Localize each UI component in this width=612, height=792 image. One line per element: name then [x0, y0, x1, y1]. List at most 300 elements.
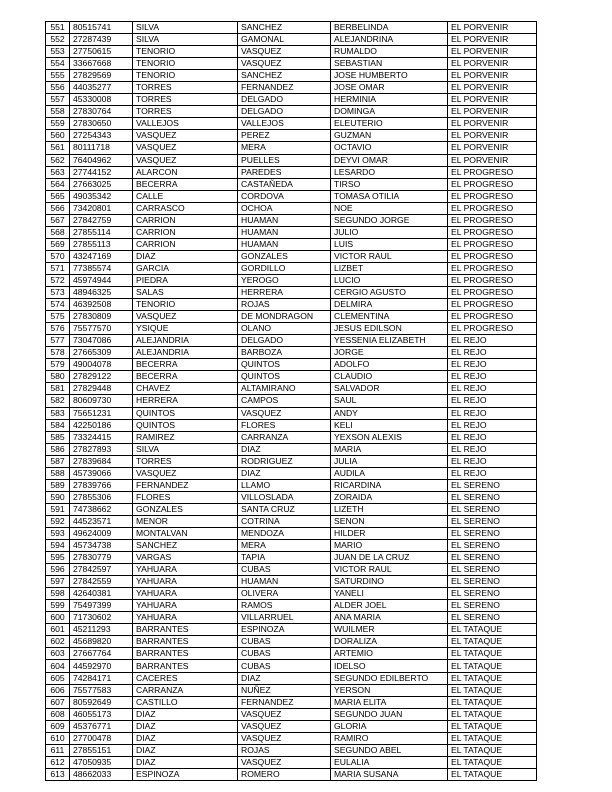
- first-surname-cell: CALLE: [133, 190, 238, 202]
- first-surname-cell: CASTILLO: [133, 696, 238, 708]
- row-number-cell: 605: [46, 672, 70, 684]
- given-names-cell: LUCIO: [331, 274, 448, 286]
- given-names-cell: JORGE: [331, 347, 448, 359]
- given-names-cell: TIRSO: [331, 178, 448, 190]
- locality-cell: EL SERENO: [448, 552, 537, 564]
- row-number-cell: 604: [46, 660, 70, 672]
- first-surname-cell: ALARCON: [133, 166, 238, 178]
- registry-table: [45, 21, 537, 781]
- locality-cell: EL TATAQUE: [448, 636, 537, 648]
- dni-cell: 44592970: [70, 660, 133, 672]
- table-row: [46, 576, 537, 588]
- dni-cell: 27830809: [70, 311, 133, 323]
- second-surname-cell: VASQUEZ: [238, 732, 331, 744]
- given-names-cell: JOSE HUMBERTO: [331, 70, 448, 82]
- table-row: [46, 552, 537, 564]
- first-surname-cell: YSIQUE: [133, 323, 238, 335]
- second-surname-cell: ALTAMIRANO: [238, 383, 331, 395]
- row-number-cell: 562: [46, 154, 70, 166]
- second-surname-cell: GAMONAL: [238, 34, 331, 46]
- dni-cell: 80515741: [70, 22, 133, 34]
- first-surname-cell: SILVA: [133, 34, 238, 46]
- row-number-cell: 610: [46, 732, 70, 744]
- first-surname-cell: SALAS: [133, 287, 238, 299]
- second-surname-cell: CUBAS: [238, 564, 331, 576]
- given-names-cell: SEGUNDO JORGE: [331, 214, 448, 226]
- locality-cell: EL REJO: [448, 431, 537, 443]
- first-surname-cell: TENORIO: [133, 58, 238, 70]
- first-surname-cell: CACERES: [133, 672, 238, 684]
- locality-cell: EL REJO: [448, 455, 537, 467]
- row-number-cell: 567: [46, 214, 70, 226]
- dni-cell: 73047086: [70, 335, 133, 347]
- row-number-cell: 597: [46, 576, 70, 588]
- row-number-cell: 579: [46, 359, 70, 371]
- table-row: [46, 419, 537, 431]
- locality-cell: EL PROGRESO: [448, 323, 537, 335]
- second-surname-cell: DIAZ: [238, 467, 331, 479]
- first-surname-cell: RAMIREZ: [133, 431, 238, 443]
- row-number-cell: 563: [46, 166, 70, 178]
- locality-cell: EL PORVENIR: [448, 70, 537, 82]
- table-row: [46, 130, 537, 142]
- given-names-cell: MARIA ELITA: [331, 696, 448, 708]
- second-surname-cell: CUBAS: [238, 660, 331, 672]
- first-surname-cell: VASQUEZ: [133, 154, 238, 166]
- given-names-cell: LESARDO: [331, 166, 448, 178]
- first-surname-cell: BECERRA: [133, 359, 238, 371]
- second-surname-cell: HUAMAN: [238, 576, 331, 588]
- given-names-cell: NOE: [331, 202, 448, 214]
- row-number-cell: 572: [46, 274, 70, 286]
- locality-cell: EL PROGRESO: [448, 178, 537, 190]
- dni-cell: 45739066: [70, 467, 133, 479]
- row-number-cell: 600: [46, 612, 70, 624]
- dni-cell: 27750615: [70, 46, 133, 58]
- given-names-cell: AUDILA: [331, 467, 448, 479]
- first-surname-cell: BARRANTES: [133, 648, 238, 660]
- first-surname-cell: GONZALES: [133, 503, 238, 515]
- locality-cell: EL PROGRESO: [448, 238, 537, 250]
- given-names-cell: YEXSON ALEXIS: [331, 431, 448, 443]
- second-surname-cell: DELGADO: [238, 106, 331, 118]
- locality-cell: EL PROGRESO: [448, 226, 537, 238]
- locality-cell: EL TATAQUE: [448, 756, 537, 768]
- given-names-cell: LUIS: [331, 238, 448, 250]
- dni-cell: 46055173: [70, 708, 133, 720]
- dni-cell: 45689820: [70, 636, 133, 648]
- first-surname-cell: YAHUARA: [133, 588, 238, 600]
- locality-cell: EL REJO: [448, 443, 537, 455]
- locality-cell: EL TATAQUE: [448, 684, 537, 696]
- row-number-cell: 583: [46, 407, 70, 419]
- table-row: [46, 624, 537, 636]
- dni-cell: 33667668: [70, 58, 133, 70]
- second-surname-cell: RAMOS: [238, 600, 331, 612]
- table-row: [46, 720, 537, 732]
- row-number-cell: 595: [46, 552, 70, 564]
- first-surname-cell: ALEJANDRIA: [133, 347, 238, 359]
- row-number-cell: 568: [46, 226, 70, 238]
- table-row: [46, 564, 537, 576]
- first-surname-cell: CARRION: [133, 226, 238, 238]
- dni-cell: 27744152: [70, 166, 133, 178]
- table-row: [46, 299, 537, 311]
- first-surname-cell: FLORES: [133, 491, 238, 503]
- row-number-cell: 602: [46, 636, 70, 648]
- dni-cell: 27839684: [70, 455, 133, 467]
- table-row: [46, 732, 537, 744]
- table-row: [46, 672, 537, 684]
- first-surname-cell: DIAZ: [133, 744, 238, 756]
- locality-cell: EL PORVENIR: [448, 58, 537, 70]
- first-surname-cell: VASQUEZ: [133, 130, 238, 142]
- second-surname-cell: VASQUEZ: [238, 720, 331, 732]
- locality-cell: EL PORVENIR: [448, 154, 537, 166]
- given-names-cell: CERGIO AGUSTO: [331, 287, 448, 299]
- second-surname-cell: YEROGO: [238, 274, 331, 286]
- second-surname-cell: VILLARRUEL: [238, 612, 331, 624]
- given-names-cell: SEBASTIAN: [331, 58, 448, 70]
- given-names-cell: CLAUDIO: [331, 371, 448, 383]
- second-surname-cell: RODRIGUEZ: [238, 455, 331, 467]
- row-number-cell: 554: [46, 58, 70, 70]
- table-row: [46, 190, 537, 202]
- second-surname-cell: CUBAS: [238, 636, 331, 648]
- locality-cell: EL PORVENIR: [448, 46, 537, 58]
- row-number-cell: 603: [46, 648, 70, 660]
- locality-cell: EL TATAQUE: [448, 648, 537, 660]
- locality-cell: EL TATAQUE: [448, 696, 537, 708]
- locality-cell: EL SERENO: [448, 479, 537, 491]
- row-number-cell: 566: [46, 202, 70, 214]
- given-names-cell: WUILMER: [331, 624, 448, 636]
- locality-cell: EL REJO: [448, 347, 537, 359]
- table-row: [46, 311, 537, 323]
- table-row: [46, 503, 537, 515]
- dni-cell: 45734738: [70, 540, 133, 552]
- first-surname-cell: GARCIA: [133, 262, 238, 274]
- table-row: [46, 347, 537, 359]
- first-surname-cell: BECERRA: [133, 178, 238, 190]
- second-surname-cell: CARRANZA: [238, 431, 331, 443]
- row-number-cell: 592: [46, 515, 70, 527]
- second-surname-cell: DELGADO: [238, 94, 331, 106]
- row-number-cell: 609: [46, 720, 70, 732]
- table-row: [46, 274, 537, 286]
- locality-cell: EL PROGRESO: [448, 274, 537, 286]
- table-row: [46, 262, 537, 274]
- row-number-cell: 601: [46, 624, 70, 636]
- first-surname-cell: QUINTOS: [133, 407, 238, 419]
- dni-cell: 49004078: [70, 359, 133, 371]
- locality-cell: EL PORVENIR: [448, 142, 537, 154]
- given-names-cell: SENON: [331, 515, 448, 527]
- first-surname-cell: TORRES: [133, 94, 238, 106]
- table-row: [46, 600, 537, 612]
- given-names-cell: JESUS EDILSON: [331, 323, 448, 335]
- second-surname-cell: TAPIA: [238, 552, 331, 564]
- dni-cell: 49624009: [70, 527, 133, 539]
- second-surname-cell: QUINTOS: [238, 359, 331, 371]
- dni-cell: 74284171: [70, 672, 133, 684]
- dni-cell: 27842559: [70, 576, 133, 588]
- given-names-cell: SALVADOR: [331, 383, 448, 395]
- second-surname-cell: CAMPOS: [238, 395, 331, 407]
- first-surname-cell: MONTALVAN: [133, 527, 238, 539]
- locality-cell: EL PORVENIR: [448, 130, 537, 142]
- locality-cell: EL REJO: [448, 359, 537, 371]
- row-number-cell: 570: [46, 250, 70, 262]
- given-names-cell: DOMINGA: [331, 106, 448, 118]
- dni-cell: 27663025: [70, 178, 133, 190]
- locality-cell: EL PORVENIR: [448, 94, 537, 106]
- table-row: [46, 178, 537, 190]
- table-row: [46, 238, 537, 250]
- given-names-cell: YANELI: [331, 588, 448, 600]
- row-number-cell: 588: [46, 467, 70, 479]
- table-row: [46, 34, 537, 46]
- dni-cell: 44523571: [70, 515, 133, 527]
- first-surname-cell: DIAZ: [133, 756, 238, 768]
- table-row: [46, 46, 537, 58]
- dni-cell: 46392508: [70, 299, 133, 311]
- row-number-cell: 569: [46, 238, 70, 250]
- dni-cell: 43247169: [70, 250, 133, 262]
- table-row: [46, 58, 537, 70]
- row-number-cell: 587: [46, 455, 70, 467]
- first-surname-cell: DIAZ: [133, 720, 238, 732]
- first-surname-cell: CARRANZA: [133, 684, 238, 696]
- locality-cell: EL REJO: [448, 467, 537, 479]
- dni-cell: 27830779: [70, 552, 133, 564]
- table-row: [46, 22, 537, 34]
- locality-cell: EL REJO: [448, 395, 537, 407]
- table-row: [46, 636, 537, 648]
- first-surname-cell: TORRES: [133, 82, 238, 94]
- table-row: [46, 455, 537, 467]
- dni-cell: 77385574: [70, 262, 133, 274]
- locality-cell: EL REJO: [448, 335, 537, 347]
- second-surname-cell: LLAMO: [238, 479, 331, 491]
- dni-cell: 42640381: [70, 588, 133, 600]
- first-surname-cell: FERNANDEZ: [133, 479, 238, 491]
- locality-cell: EL REJO: [448, 419, 537, 431]
- table-row: [46, 82, 537, 94]
- second-surname-cell: ROJAS: [238, 299, 331, 311]
- dni-cell: 27700478: [70, 732, 133, 744]
- second-surname-cell: PEREZ: [238, 130, 331, 142]
- table-row: [46, 154, 537, 166]
- given-names-cell: ARTEMIO: [331, 648, 448, 660]
- given-names-cell: JULIA: [331, 455, 448, 467]
- dni-cell: 47050935: [70, 756, 133, 768]
- locality-cell: EL PROGRESO: [448, 287, 537, 299]
- table-row: [46, 323, 537, 335]
- given-names-cell: ELEUTERIO: [331, 118, 448, 130]
- locality-cell: EL PORVENIR: [448, 118, 537, 130]
- locality-cell: EL PROGRESO: [448, 262, 537, 274]
- first-surname-cell: BARRANTES: [133, 660, 238, 672]
- row-number-cell: 557: [46, 94, 70, 106]
- first-surname-cell: CARRASCO: [133, 202, 238, 214]
- dni-cell: 42250186: [70, 419, 133, 431]
- second-surname-cell: OLANO: [238, 323, 331, 335]
- table-row: [46, 383, 537, 395]
- table-row: [46, 648, 537, 660]
- second-surname-cell: CUBAS: [238, 648, 331, 660]
- table-row: [46, 443, 537, 455]
- table-row: [46, 94, 537, 106]
- locality-cell: EL SERENO: [448, 600, 537, 612]
- dni-cell: 73420801: [70, 202, 133, 214]
- given-names-cell: DEYVI OMAR: [331, 154, 448, 166]
- first-surname-cell: VASQUEZ: [133, 311, 238, 323]
- table-row: [46, 250, 537, 262]
- second-surname-cell: PUELLES: [238, 154, 331, 166]
- row-number-cell: 552: [46, 34, 70, 46]
- given-names-cell: SATURDINO: [331, 576, 448, 588]
- dni-cell: 27287439: [70, 34, 133, 46]
- given-names-cell: MARIA: [331, 443, 448, 455]
- row-number-cell: 580: [46, 371, 70, 383]
- row-number-cell: 606: [46, 684, 70, 696]
- dni-cell: 75577570: [70, 323, 133, 335]
- row-number-cell: 582: [46, 395, 70, 407]
- second-surname-cell: ROMERO: [238, 768, 331, 780]
- given-names-cell: DORALIZA: [331, 636, 448, 648]
- dni-cell: 27855114: [70, 226, 133, 238]
- first-surname-cell: ESPINOZA: [133, 768, 238, 780]
- table-row: [46, 70, 537, 82]
- given-names-cell: MARIO: [331, 540, 448, 552]
- row-number-cell: 578: [46, 347, 70, 359]
- given-names-cell: ANDY: [331, 407, 448, 419]
- given-names-cell: RUMALDO: [331, 46, 448, 58]
- first-surname-cell: TORRES: [133, 106, 238, 118]
- locality-cell: EL TATAQUE: [448, 672, 537, 684]
- given-names-cell: JULIO: [331, 226, 448, 238]
- given-names-cell: YERSON: [331, 684, 448, 696]
- given-names-cell: GLORIA: [331, 720, 448, 732]
- table-row: [46, 407, 537, 419]
- first-surname-cell: BECERRA: [133, 371, 238, 383]
- table-row: [46, 359, 537, 371]
- dni-cell: 27855306: [70, 491, 133, 503]
- table-row: [46, 371, 537, 383]
- row-number-cell: 594: [46, 540, 70, 552]
- second-surname-cell: SANCHEZ: [238, 70, 331, 82]
- given-names-cell: HERMINIA: [331, 94, 448, 106]
- locality-cell: EL TATAQUE: [448, 732, 537, 744]
- given-names-cell: ZORAIDA: [331, 491, 448, 503]
- dni-cell: 49035342: [70, 190, 133, 202]
- row-number-cell: 612: [46, 756, 70, 768]
- locality-cell: EL PROGRESO: [448, 166, 537, 178]
- table-row: [46, 756, 537, 768]
- locality-cell: EL TATAQUE: [448, 744, 537, 756]
- given-names-cell: ANA MARIA: [331, 612, 448, 624]
- second-surname-cell: HERRERA: [238, 287, 331, 299]
- given-names-cell: LIZBET: [331, 262, 448, 274]
- row-number-cell: 593: [46, 527, 70, 539]
- second-surname-cell: DIAZ: [238, 443, 331, 455]
- table-row: [46, 467, 537, 479]
- dni-cell: 27842759: [70, 214, 133, 226]
- second-surname-cell: COTRINA: [238, 515, 331, 527]
- row-number-cell: 558: [46, 106, 70, 118]
- second-surname-cell: VASQUEZ: [238, 756, 331, 768]
- table-row: [46, 142, 537, 154]
- locality-cell: EL SERENO: [448, 564, 537, 576]
- table-row: [46, 166, 537, 178]
- row-number-cell: 581: [46, 383, 70, 395]
- row-number-cell: 607: [46, 696, 70, 708]
- row-number-cell: 586: [46, 443, 70, 455]
- table-row: [46, 106, 537, 118]
- row-number-cell: 573: [46, 287, 70, 299]
- locality-cell: EL REJO: [448, 383, 537, 395]
- table-row: [46, 287, 537, 299]
- given-names-cell: KELI: [331, 419, 448, 431]
- second-surname-cell: HUAMAN: [238, 238, 331, 250]
- first-surname-cell: VASQUEZ: [133, 467, 238, 479]
- first-surname-cell: SILVA: [133, 22, 238, 34]
- locality-cell: EL SERENO: [448, 491, 537, 503]
- row-number-cell: 584: [46, 419, 70, 431]
- row-number-cell: 556: [46, 82, 70, 94]
- row-number-cell: 553: [46, 46, 70, 58]
- locality-cell: EL PROGRESO: [448, 250, 537, 262]
- dni-cell: 75497399: [70, 600, 133, 612]
- table-row: [46, 588, 537, 600]
- table-row: [46, 515, 537, 527]
- first-surname-cell: VALLEJOS: [133, 118, 238, 130]
- second-surname-cell: GORDILLO: [238, 262, 331, 274]
- table-row: [46, 395, 537, 407]
- dni-cell: 27855151: [70, 744, 133, 756]
- second-surname-cell: MERA: [238, 540, 331, 552]
- second-surname-cell: MERA: [238, 142, 331, 154]
- first-surname-cell: DIAZ: [133, 250, 238, 262]
- first-surname-cell: TORRES: [133, 455, 238, 467]
- dni-cell: 71730602: [70, 612, 133, 624]
- dni-cell: 27842597: [70, 564, 133, 576]
- table-row: [46, 491, 537, 503]
- first-surname-cell: CHAVEZ: [133, 383, 238, 395]
- table-row: [46, 431, 537, 443]
- locality-cell: EL PORVENIR: [448, 22, 537, 34]
- registry-table-body: [46, 22, 537, 781]
- locality-cell: EL PROGRESO: [448, 202, 537, 214]
- first-surname-cell: ALEJANDRIA: [133, 335, 238, 347]
- dni-cell: 27829122: [70, 371, 133, 383]
- dni-cell: 73324415: [70, 431, 133, 443]
- row-number-cell: 613: [46, 768, 70, 780]
- first-surname-cell: PIEDRA: [133, 274, 238, 286]
- first-surname-cell: YAHUARA: [133, 600, 238, 612]
- dni-cell: 45330008: [70, 94, 133, 106]
- first-surname-cell: TENORIO: [133, 46, 238, 58]
- second-surname-cell: VASQUEZ: [238, 58, 331, 70]
- given-names-cell: YESSENIA ELIZABETH: [331, 335, 448, 347]
- given-names-cell: SEGUNDO JUAN: [331, 708, 448, 720]
- locality-cell: EL SERENO: [448, 540, 537, 552]
- second-surname-cell: CORDOVA: [238, 190, 331, 202]
- row-number-cell: 599: [46, 600, 70, 612]
- table-row: [46, 118, 537, 130]
- table-row: [46, 684, 537, 696]
